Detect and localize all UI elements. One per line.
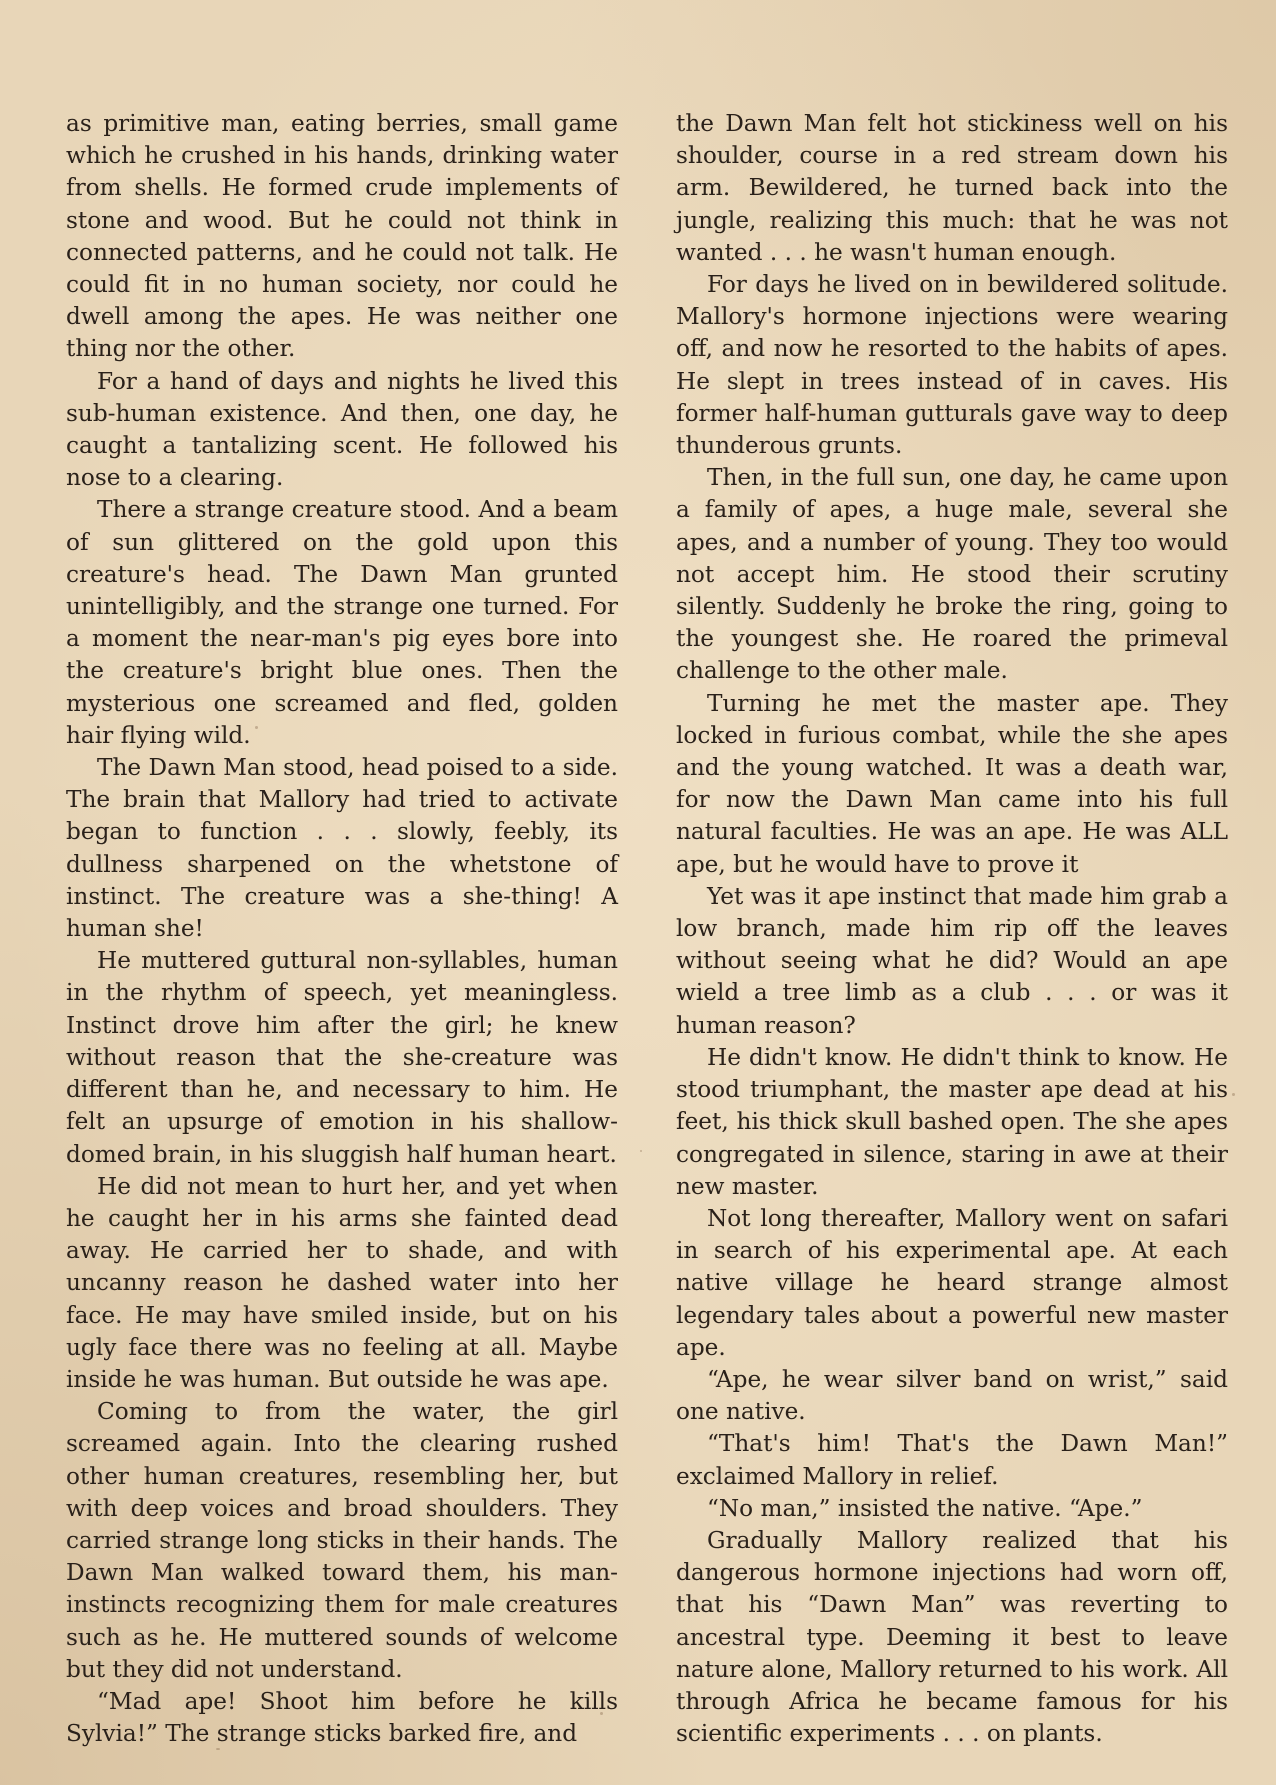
paragraph: He didn't know. He didn't think to know. He stood triumphant, the master ape dead at his feet, his thick skull bashed open. The she apes congregated in silence, staring in awe at their new master. [676, 1043, 1228, 1200]
paragraph: “That's him! That's the Dawn Man!” exclaimed Mallory in relief. [676, 1430, 1228, 1490]
paragraph: Then, in the full sun, one day, he came upon a family of apes, a huge male, several she apes, and a number of young. They too would not accept him. He stood their scrutiny silently. Suddenly he broke the ring, going to the youngest she. He roared the primeval challenge to the other male. [676, 464, 1228, 685]
paragraph: For days he lived on in bewildered solitude. Mallory's hormone injections were wearing off, and now he resorted to the habits of apes. He slept in trees instead of in caves. His former half-human gutturals gave way to deep thunderous grunts. [676, 271, 1228, 460]
paragraph: The Dawn Man stood, head poised to a side. The brain that Mallory had tried to activate began to function . . . slowly, feebly, its dullness sharpened on the whetstone of instinct. The creature was a she-thing! A human she! [66, 754, 618, 943]
paragraph: Gradually Mallory realized that his dangerous hormone injections had worn off, that his “Dawn Man” was reverting to ancestral type. Deeming it best to leave nature alone, Mallory returned to his work. All through Africa he became famous for his scientific experiments . . . on plants. [676, 1526, 1228, 1748]
paragraph: as primitive man, eating berries, small game which he crushed in his hands, drinking water from shells. He formed crude implements of stone and wood. But he could not think in connected patterns, and he could not talk. He could fit in no human society, nor could he dwell among the apes. He was neither one thing nor the other. [66, 110, 618, 363]
paper-speck [255, 726, 258, 729]
paragraph: He muttered guttural non-syllables, human in the rhythm of speech, yet meaningless. Instinct drove him after the girl; he knew without reason that the she-creature was different than he, and necessary to him. He felt an upsurge of emotion in his shallow-domed brain, in his sluggish half human heart. [66, 947, 618, 1168]
paper-speck [640, 1150, 642, 1152]
paragraph: Yet was it ape instinct that made him grab a low branch, made him rip off the leaves without seeing what he did? Would an ape wield a tree limb as a club . . . or was it human reason? [676, 882, 1228, 1039]
paragraph: “Mad ape! Shoot him before he kills Sylvia!” The strange sticks barked fire, and [66, 1687, 618, 1748]
paper-speck [1232, 1093, 1235, 1096]
paragraph: There a strange creature stood. And a beam of sun glittered on the gold upon this creature's head. The Dawn Man grunted unintelligibly, and the strange one turned. For a moment the near-man's pig eyes bore into the creature's bright blue ones. Then the mysterious one screamed and fled, golden hair flying wild. [66, 496, 618, 749]
paragraph: Turning he met the master ape. They locked in furious combat, while the she apes and the young watched. It was a death war, for now the Dawn Man came into his full natural faculties. He was an ape. He was ALL ape, but he would have to prove it [676, 689, 1228, 878]
paragraph: “No man,” insisted the native. “Ape.” [707, 1494, 1143, 1522]
paragraph: Coming to from the water, the girl screamed again. Into the clearing rushed other human creatures, resembling her, but with deep voices and broad shoulders. They carried strange long sticks in their hands. The Dawn Man walked toward them, his man-instincts recognizing them for male creatures such as he. He muttered sounds of welcome but they did not understand. [66, 1398, 618, 1683]
paragraph: He did not mean to hurt her, and yet when he caught her in his arms she fainted dead away. He carried her to shade, and with uncanny reason he dashed water into her face. He may have smiled inside, but on his ugly face there was no feeling at all. Maybe inside he was human. But outside he was ape. [66, 1172, 618, 1393]
paragraph: “Ape, he wear silver band on wrist,” said one native. [676, 1365, 1228, 1426]
paper-speck [600, 1712, 603, 1715]
paragraph: the Dawn Man felt hot stickiness well on his shoulder, course in a red stream down his arm. Bewildered, he turned back into the jungle, realizing this much: that he was not wanted . . . he wasn't human enough. [676, 110, 1228, 266]
paragraph: For a hand of days and nights he lived this sub-human existence. And then, one day, he caught a tantalizing scent. He followed his nose to a clearing. [66, 367, 618, 492]
paper-speck [216, 1748, 220, 1750]
right-text-column [676, 108, 1228, 1750]
paragraph: Not long thereafter, Mallory went on safari in search of his experimental ape. At each native village he heard strange almost legendary tales about a powerful new master ape. [676, 1204, 1228, 1361]
left-text-column [66, 108, 618, 1750]
